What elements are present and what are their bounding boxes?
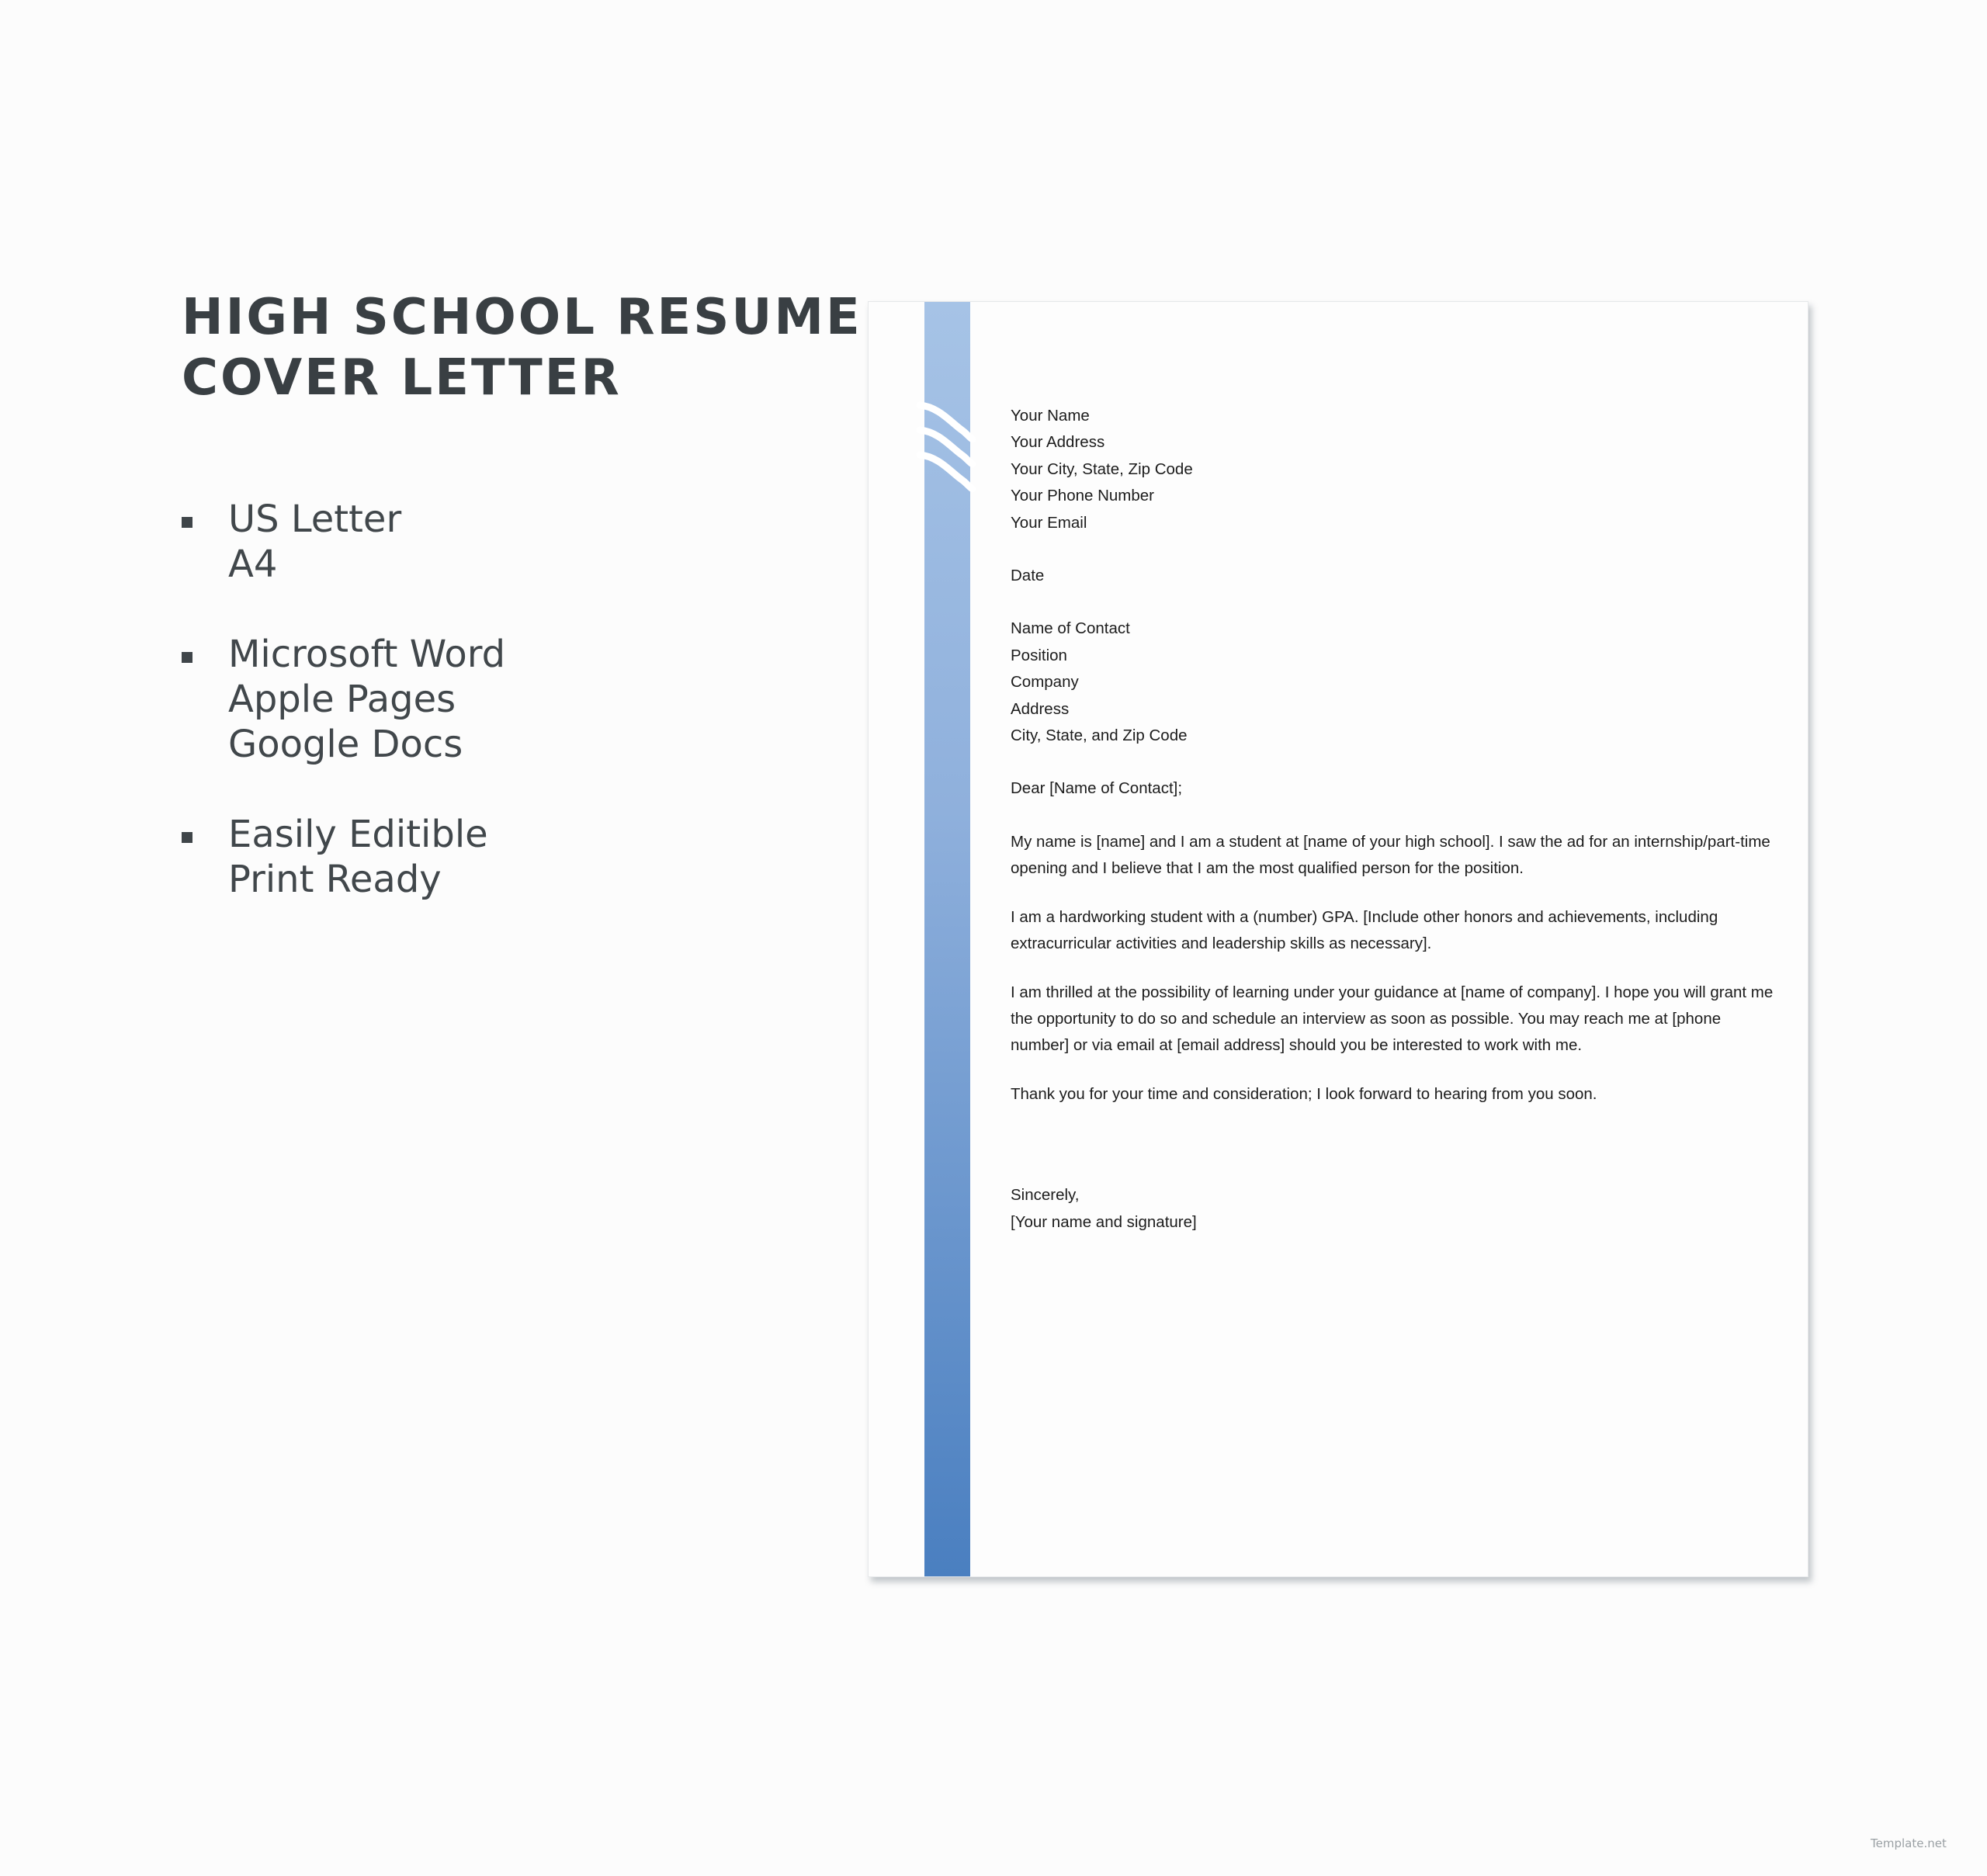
salutation: Dear [Name of Contact]; (1011, 779, 1183, 798)
feature-line: A4 (228, 543, 278, 586)
recipient-position: Position (1011, 646, 1067, 664)
closing-block (1011, 1182, 1779, 1236)
salutation-block (1011, 775, 1779, 802)
closing: Sincerely, (1011, 1186, 1080, 1205)
body-paragraph: I am a hardworking student with a (number) GPA. [Include other honors and achievements, including extracurricular activities and leadership skills as necessary]. (1011, 907, 1718, 953)
square-bullet-icon (182, 832, 192, 843)
sender-name: Your Name (1011, 407, 1090, 425)
sender-address-block (1011, 403, 1779, 536)
watermark-logo: Template.net (1871, 1836, 1947, 1850)
letter-date: Date (1011, 567, 1045, 585)
recipient-address: Address (1011, 699, 1070, 718)
recipient-city: City, State, and Zip Code (1011, 726, 1188, 745)
page-title (182, 287, 862, 408)
feature-item-qualities (182, 812, 505, 902)
feature-line: Microsoft Word (228, 633, 506, 676)
sender-city: Your City, State, Zip Code (1011, 459, 1193, 478)
body-paragraph: My name is [name] and I am a student at [name of your high school]. I saw the ad for an internship/part-time opening and I believe that I am the most qualified person for the position. (1011, 832, 1770, 878)
feature-line: Google Docs (228, 723, 463, 766)
recipient-address-block (1011, 616, 1779, 749)
document-preview (868, 301, 1808, 1577)
body-paragraph: I am thrilled at the possibility of learning under your guidance at [name of company]. I hope you will grant me the opportunity to do so and schedule an interview as soon as possible. You may reach me at [phone number] or via email at [email address] should you be interested to work with me. (1011, 983, 1774, 1055)
feature-line: Easily Editible (228, 813, 488, 856)
feature-item-sizes (182, 497, 505, 587)
recipient-name: Name of Contact (1011, 619, 1130, 638)
sender-email: Your Email (1011, 513, 1087, 532)
sender-address: Your Address (1011, 433, 1105, 452)
wave-ornament-icon (915, 399, 977, 508)
title-line-2: COVER LETTER (182, 349, 622, 407)
feature-line: Print Ready (228, 858, 442, 901)
body-paragraph: Thank you for your time and consideration; I look forward to hearing from you soon. (1011, 1084, 1597, 1103)
letter-body (1011, 403, 1779, 1262)
feature-item-formats (182, 632, 505, 767)
square-bullet-icon (182, 652, 192, 663)
feature-line: Apple Pages (228, 678, 456, 721)
square-bullet-icon (182, 517, 192, 528)
sender-phone: Your Phone Number (1011, 487, 1155, 505)
title-line-1: HIGH SCHOOL RESUME (182, 289, 862, 346)
feature-line: US Letter (228, 498, 402, 541)
feature-list (182, 497, 505, 947)
date-block (1011, 563, 1779, 589)
recipient-company: Company (1011, 673, 1079, 692)
signature: [Your name and signature] (1011, 1212, 1197, 1231)
